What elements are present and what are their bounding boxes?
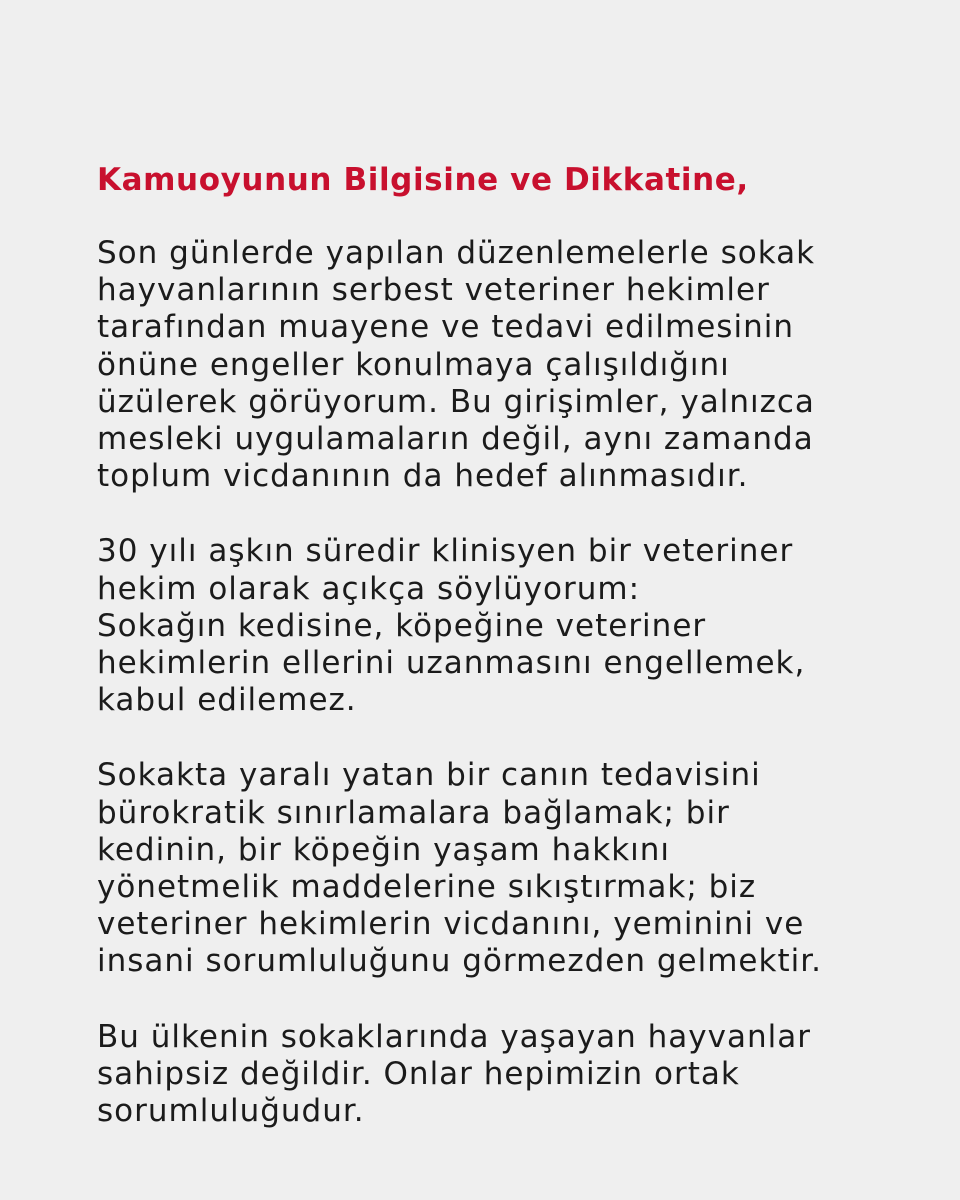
paragraph-line: sahipsiz değildir. Onlar hepimizin ortak — [97, 1055, 740, 1092]
paragraph-4 — [97, 1019, 917, 1131]
paragraph-line: kedinin, bir köpeğin yaşam hakkını — [97, 831, 671, 868]
paragraph-1 — [97, 235, 917, 495]
paragraph-line: toplum vicdanının da hedef alınmasıdır. — [97, 458, 749, 495]
statement-heading: Kamuoyunun Bilgisine ve Dikkatine, — [97, 162, 749, 198]
paragraph-line: yönetmelik maddelerine sıkıştırmak; biz — [97, 869, 757, 906]
paragraph-line: Son günlerde yapılan düzenlemelerle sokak — [97, 235, 816, 271]
statement-document — [97, 158, 917, 1130]
paragraph-line: Sokakta yaralı yatan bir canın tedavisini — [97, 757, 761, 794]
paragraph-line: veteriner hekimlerin vicdanını, yeminini ve — [97, 906, 805, 943]
paragraph-line: kabul edilemez. — [97, 682, 357, 719]
paragraph-line: 30 yılı aşkın süredir klinisyen bir veteriner — [97, 533, 794, 570]
paragraph-line: Bu ülkenin sokaklarında yaşayan hayvanlar — [97, 1018, 811, 1055]
paragraph-line: insani sorumluluğunu görmezden gelmektir. — [97, 943, 822, 980]
paragraph-line: mesleki uygulamaların değil, aynı zamanda — [97, 421, 814, 458]
paragraph-2 — [97, 533, 917, 719]
paragraph-line: Sokağın kedisine, köpeğine veteriner — [97, 607, 707, 644]
paragraph-line: üzülerek görüyorum. Bu girişimler, yalnızca — [97, 383, 815, 420]
paragraph-3 — [97, 757, 917, 980]
paragraph-line: önüne engeller konulmaya çalışıldığını — [97, 346, 730, 383]
paragraph-line: hekim olarak açıkça söylüyorum: — [97, 570, 641, 607]
paragraph-line: hekimlerin ellerini uzanmasını engellemek, — [97, 645, 806, 682]
paragraph-line: sorumluluğudur. — [97, 1093, 365, 1130]
paragraph-line: hayvanlarının serbest veteriner hekimler — [97, 272, 770, 309]
paragraph-line: bürokratik sınırlamalara bağlamak; bir — [97, 794, 730, 831]
paragraph-line: tarafından muayene ve tedavi edilmesinin — [97, 309, 794, 346]
